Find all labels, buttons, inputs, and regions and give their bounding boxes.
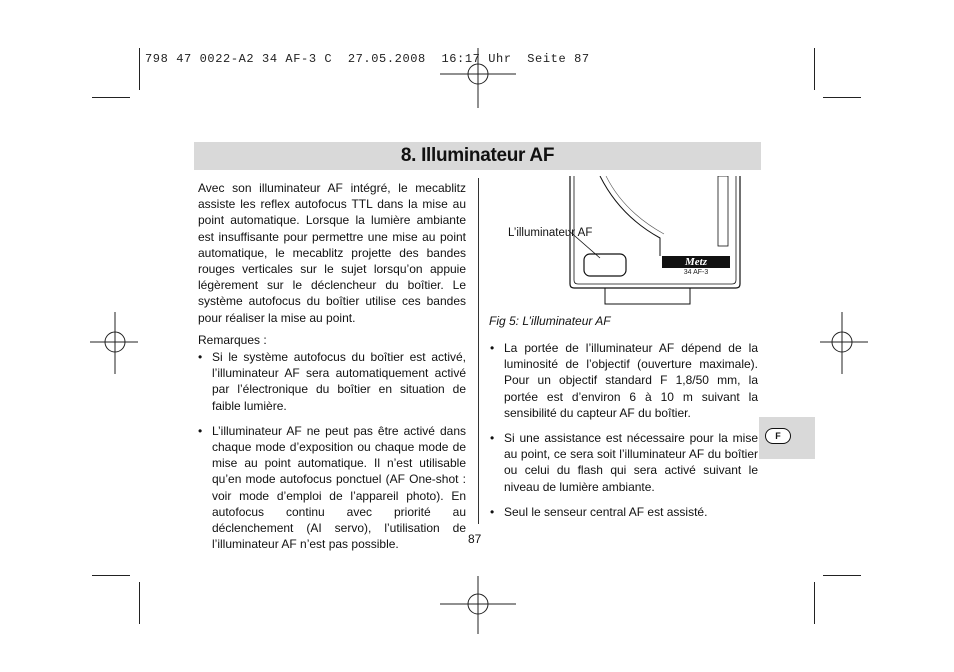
language-badge: F	[765, 428, 791, 444]
list-item: • L’illuminateur AF ne peut pas être activé dans chaque mode d’exposition ou chaque mode de mise au point automatique. Il n’est utilisable qu’en mode autofocus ponctuel (AF One-shot : voir mode d’emploi de l’appareil photo). En autofocus continu avec priorité au déclenchement (AI servo), l’utilisation de l’illuminateur AF n’est pas possible.	[198, 423, 466, 553]
right-bullet-list	[490, 340, 758, 520]
flash-illustration	[560, 176, 750, 308]
registration-mark-top-icon	[440, 40, 516, 110]
column-divider	[478, 178, 479, 524]
right-column	[490, 340, 758, 529]
metz-logo	[662, 256, 730, 280]
registration-mark-right-icon	[818, 310, 868, 376]
list-item: • Si une assistance est nécessaire pour la mise au point, ce sera soit l’illuminateur AF du boîtier ou celui du flash qui sera activé suivant le niveau de lumière ambiante.	[490, 430, 758, 495]
print-header: 798 47 0022-A2 34 AF-3 C 27.05.2008 16:17 Uhr Seite 87	[145, 52, 590, 66]
model-label: 34 AF-3	[683, 269, 709, 276]
crop-mark-bottom-left-v	[139, 582, 140, 624]
list-item: • Si le système autofocus du boîtier est activé, l’illuminateur AF sera automatiquement activé par l’électronique du boîtier en situation de faible lumière.	[198, 349, 466, 414]
crop-mark-top-right-v	[814, 48, 815, 90]
crop-mark-top-left-h	[92, 97, 130, 98]
list-item: • La portée de l’illuminateur AF dépend de la luminosité de l’objectif (ouverture maximale). Pour un objectif standard F 1,8/50 mm, la portée est d’environ 6 à 10 m suivant la sensibilité du capteur AF du boîtier.	[490, 340, 758, 421]
figure-callout-label: L’illuminateur AF	[508, 227, 593, 239]
section-title: 8. Illuminateur AF	[400, 145, 555, 166]
crop-mark-bottom-left-h	[92, 575, 130, 576]
crop-mark-top-right-h	[823, 97, 861, 98]
registration-mark-left-icon	[90, 310, 140, 376]
logo-text: Metz	[685, 256, 707, 268]
crop-mark-bottom-right-h	[823, 575, 861, 576]
figure-caption: Fig 5: L’illuminateur AF	[489, 314, 611, 328]
left-bullet-list	[198, 349, 466, 552]
registration-mark-bottom-icon	[440, 572, 516, 642]
language-tab	[759, 417, 815, 459]
left-column	[198, 180, 466, 561]
list-item: • Seul le senseur central AF est assisté.	[490, 504, 758, 520]
remarks-heading: Remarques :	[198, 332, 267, 347]
crop-mark-bottom-right-v	[814, 582, 815, 624]
page-number: 87	[468, 532, 482, 546]
flash-body-drawing	[560, 176, 750, 308]
intro-paragraph: Avec son illuminateur AF intégré, le mecablitz assiste les reflex autofocus TTL dans la mise au point automatique. Lorsque la lumière ambiante est insuffisante pour permettre une mise au point automatique, le mecablitz projette des bandes rouges verticales sur le sujet lorsqu’on appuie légèrement sur le déclencheur du boîtier. Le système autofocus du boîtier utilise ces bandes pour réaliser la mise au point.	[198, 181, 466, 325]
crop-mark-top-left-v	[139, 48, 140, 90]
section-title-bar	[194, 142, 761, 170]
